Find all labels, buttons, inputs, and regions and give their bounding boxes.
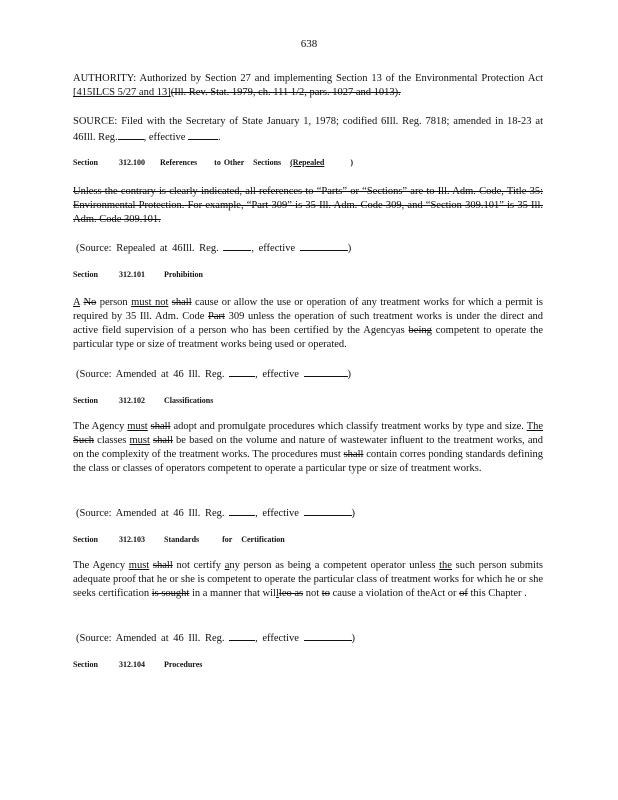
text: The Agency — [73, 560, 129, 571]
text: classes — [94, 435, 130, 446]
authority-deleted-citation: (Ill. Rev. Stat. 1979, ch. 111 1/2, pars. 1027 and 1013). — [170, 87, 401, 98]
section-title: Procedures — [164, 660, 203, 669]
text: 309 unless the operation of such treatment works is under the direct and active field supervision of a person who has been certified by the Agencyas — [73, 311, 543, 336]
source-line-text: (Source: Amended at 46 Ill. Reg. — [76, 633, 225, 644]
deleted-text: of — [459, 588, 468, 599]
inserted-text: must not — [131, 297, 169, 308]
section-number: 312.101 — [119, 270, 145, 279]
section-number: 312.104 — [119, 660, 145, 669]
text: competent to operate the particular type or size of treatment works being used or operated. — [73, 325, 544, 350]
blank-line — [188, 129, 218, 140]
blank-line — [229, 630, 255, 641]
section-word: Section — [73, 396, 98, 405]
section-body-312-101 — [73, 296, 543, 352]
deleted-text: is sought — [151, 588, 190, 599]
source-line-close: ) — [351, 508, 356, 519]
section-title: Prohibition — [164, 270, 203, 279]
section-word: Section — [73, 158, 98, 167]
source-line-312-103 — [76, 630, 355, 644]
section-title: Classifications — [164, 396, 214, 405]
authority-text: AUTHORITY: Authorized by Section 27 and implementing Section 13 of the Environmental Protection Act — [73, 73, 543, 84]
deleted-text: Such — [73, 435, 94, 446]
section-number: 312.102 — [119, 396, 145, 405]
source-line-312-100 — [76, 240, 351, 254]
source-line-effective: , effective — [255, 633, 299, 644]
deleted-text: to — [321, 588, 330, 599]
text: in a manner that wil — [189, 588, 276, 599]
section-number: 312.100 — [119, 158, 145, 167]
text: cause or allow the use or operation of any treatment works for which a permit is required by 35 Ill. Adm. Code — [73, 297, 544, 322]
repealed-marker: (Repealed — [290, 158, 325, 167]
deleted-text: No — [83, 297, 97, 308]
blank-line — [118, 129, 144, 140]
authority-note — [73, 72, 543, 100]
text: The Agency — [73, 421, 128, 432]
source-line-close: ) — [347, 369, 352, 380]
text: be based on the volume and nature of wastewater influent to the treatment works, and on the complexity of the treatment works. The procedures must — [73, 435, 543, 460]
inserted-text: a — [224, 560, 230, 571]
inserted-text: must — [127, 421, 148, 432]
source-text: SOURCE: Filed with the Secretary of State January 1, 1978; codified 6Ill. Reg. 7818; amended in 18-23 at 46Ill. Reg. — [73, 116, 543, 143]
text: not — [303, 588, 322, 599]
source-line-text: (Source: Repealed at 46Ill. Reg. — [76, 243, 219, 254]
section-body-312-102 — [73, 420, 543, 476]
text: person — [96, 297, 132, 308]
blank-line — [229, 505, 255, 516]
blank-line — [223, 240, 251, 251]
blank-line — [300, 240, 348, 251]
inserted-text: The — [526, 421, 544, 432]
blank-line — [304, 366, 348, 377]
inserted-text: the — [439, 560, 452, 571]
section-body-312-103 — [73, 559, 543, 601]
section-title: for — [222, 535, 233, 544]
text: such person submits adequate proof that he or she is competent to operate the particular class of treatment works for which he or she seeks certification — [73, 560, 543, 599]
source-line-text: (Source: Amended at 46 Ill. Reg. — [76, 508, 225, 519]
section-word: Section — [73, 270, 98, 279]
section-title: to Other — [214, 158, 245, 167]
deleted-text: shall — [171, 297, 192, 308]
text: not certify — [172, 560, 225, 571]
source-line-close: ) — [347, 243, 352, 254]
section-word: Section — [73, 535, 98, 544]
source-line-effective: , effective — [255, 508, 299, 519]
inserted-text: must — [128, 560, 150, 571]
deleted-text: being — [408, 325, 432, 336]
source-line-close: ) — [351, 633, 356, 644]
inserted-text: l — [275, 588, 279, 599]
section-heading-312-104 — [73, 660, 202, 669]
text: this Chapter . — [467, 588, 527, 599]
deleted-text: shall — [153, 435, 173, 446]
section-title: Certification — [241, 535, 285, 544]
source-line-effective: , effective — [251, 243, 296, 254]
page-number: 638 — [300, 38, 318, 50]
authority-citation: [415ILCS 5/27 and 13] — [73, 87, 171, 98]
blank-line — [304, 505, 352, 516]
source-line-effective: , effective — [255, 369, 299, 380]
deleted-text: shall — [152, 560, 173, 571]
repealed-marker-close: ) — [350, 158, 354, 167]
inserted-text: must — [129, 435, 150, 446]
deleted-text: eo as — [281, 588, 304, 599]
source-line-312-102 — [76, 505, 355, 519]
source-line-312-101 — [76, 366, 351, 380]
section-heading-312-103 — [73, 535, 285, 544]
section-heading-312-100 — [73, 158, 353, 167]
deleted-text: l — [278, 588, 282, 599]
section-number: 312.103 — [119, 535, 145, 544]
source-effective: , effective — [143, 132, 186, 143]
blank-line — [229, 366, 255, 377]
text: cause a violation of theAct or — [329, 588, 460, 599]
source-note — [73, 115, 543, 145]
text: contain corres ponding standards defining the class or classes of operators competent to operate a particular type or size of treatment works. — [73, 449, 544, 474]
text: ny person as being a competent operator unless — [229, 560, 440, 571]
inserted-text: A — [73, 297, 81, 308]
deleted-text: shall — [150, 421, 171, 432]
text: adopt and promulgate procedures which classify treatment works by type and size. — [170, 421, 527, 432]
section-heading-312-101 — [73, 270, 203, 279]
section-title: References — [160, 158, 198, 167]
section-title: Standards — [164, 535, 200, 544]
deleted-text: Part — [208, 311, 225, 322]
section-body-312-100-deleted: Unless the contrary is clearly indicated, all references to “Parts” or “Sections” are to Ill. Adm. Code, Title 35: Environmental Protection. For example, “Part 309” is 35 Ill. Adm. Code 309, and “Section 309.101” is 35 Ill. Adm. Code 309.101. — [73, 186, 543, 225]
section-heading-312-102 — [73, 396, 213, 405]
blank-line — [304, 630, 352, 641]
source-period: . — [218, 132, 221, 143]
section-title: Sections — [253, 158, 282, 167]
deleted-text: shall — [343, 449, 364, 460]
source-line-text: (Source: Amended at 46 Ill. Reg. — [76, 369, 225, 380]
section-word: Section — [73, 660, 98, 669]
